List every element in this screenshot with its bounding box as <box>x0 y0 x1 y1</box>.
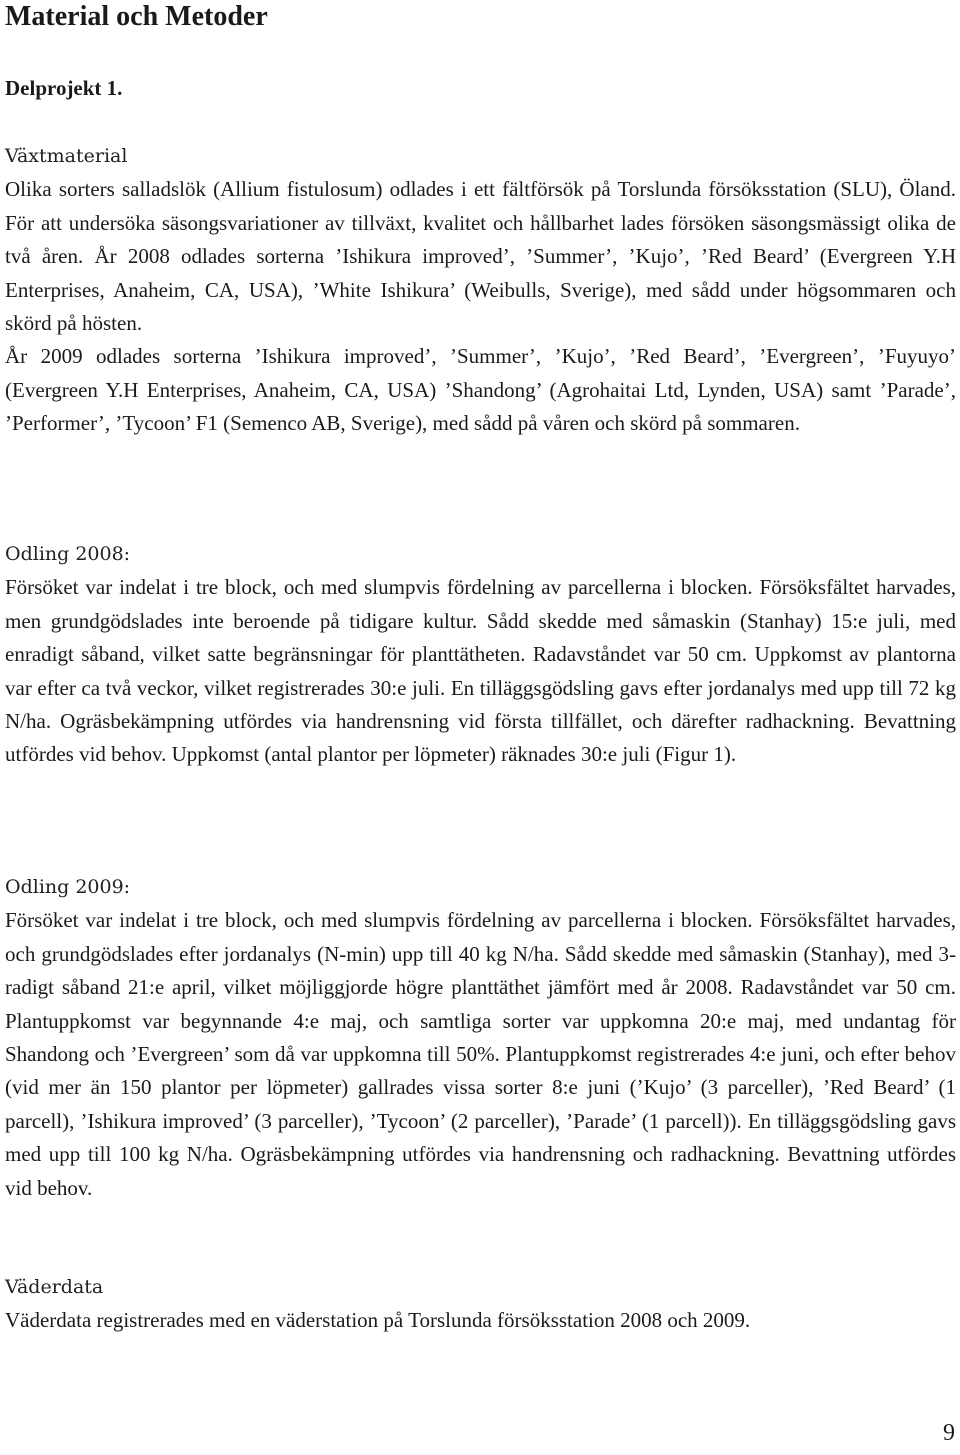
plant-material-heading: Växtmaterial <box>5 145 128 167</box>
page-title: Material och Metoder <box>5 1 268 32</box>
cultivation-2008-heading: Odling 2008: <box>5 543 131 565</box>
plant-material-paragraph-2: År 2009 odlades sorterna ’Ishikura improved’, ’Summer’, ’Kujo’, ’Red Beard’, ’Evergreen’, ’Fuyuyo’ (Evergreen Y.H Enterprises, Anaheim, CA, USA) ’Shandong’ (Agrohaitai Ltd, Lynden, USA) samt ’Parade’, ’Performer’, ’Tycoon’ F1 (Semenco AB, Sverige), med sådd på våren och skörd på sommaren. <box>5 344 956 436</box>
weather-text: Väderdata registrerades med en väderstation på Torslunda försöksstation 2008 och 2009. <box>5 1308 751 1333</box>
weather-section <box>5 1271 956 1338</box>
plant-material-paragraph-1: Olika sorters salladslök (Allium fistulosum) odlades i ett fältförsök på Torslunda försöksstation (SLU), Öland. För att undersöka säsongsvariationer av tillväxt, kvalitet och hållbarhet lades försöken säsongsmässigt olika de två åren. År 2008 odlades sorterna ’Ishikura improved’, ’Summer’, ’Kujo’, ’Red Beard’ (Evergreen Y.H Enterprises, Anaheim, CA, USA), ’White Ishikura’ (Weibulls, Sverige), med sådd under högsommaren och skörd på hösten. <box>5 177 956 336</box>
subproject-heading: Delprojekt 1. <box>5 76 123 100</box>
cultivation-2008-text: Försöket var indelat i tre block, och med slumpvis fördelning av parcellerna i blocken. Försöksfältet harvades, men grundgödslades inte beroende på tidigare kultur. Sådd skedde med såmaskin (Stanhay) 15:e juli, med enradigt såband, vilket satte begränsningar för planttätheten. Radavståndet var 50 cm. Uppkomst av plantorna var efter ca två veckor, vilket registrerades 30:e juli. En tilläggsgödsling gavs efter jordanalys med upp till 72 kg N/ha. Ogräsbekämpning utfördes via handrensning vid första tillfället, och därefter radhackning. Bevattning utfördes vid behov. Uppkomst (antal plantor per löpmeter) räknades 30:e juli (Figur 1). <box>5 575 956 767</box>
plant-material-section <box>5 140 956 441</box>
weather-heading: Väderdata <box>5 1276 104 1298</box>
cultivation-2009-heading: Odling 2009: <box>5 876 131 898</box>
cultivation-2009-section <box>5 871 956 1205</box>
cultivation-2008-section <box>5 538 956 772</box>
cultivation-2009-text: Försöket var indelat i tre block, och med slumpvis fördelning av parcellerna i blocken. Försöksfältet harvades, och grundgödslades efter jordanalys (N-min) upp till 40 kg N/ha. Sådd skedde med såmaskin (Stanhay), med 3-radigt såband 21:e april, vilket möjliggjorde högre planttäthet jämfört med år 2008. Radavståndet var 50 cm. Plantuppkomst var begynnande 4:e maj, och samtliga sorter var uppkomna 20:e maj, med undantag för Shandong och ’Evergreen’ som då var uppkomna till 50%. Plantuppkomst registrerades 4:e juni, och efter behov (vid mer än 150 plantor per löpmeter) gallrades vissa sorter 8:e juni (’Kujo’ (3 parceller), ’Red Beard’ (1 parcell), ’Ishikura improved’ (3 parceller), ’Tycoon’ (2 parceller), ’Parade’ (1 parcell)). En tilläggsgödsling gavs med upp till 100 kg N/ha. Ogräsbekämpning utfördes via handrensning och radhackning. Bevattning utfördes vid behov. <box>5 908 956 1200</box>
page-number: 9 <box>943 1420 955 1446</box>
